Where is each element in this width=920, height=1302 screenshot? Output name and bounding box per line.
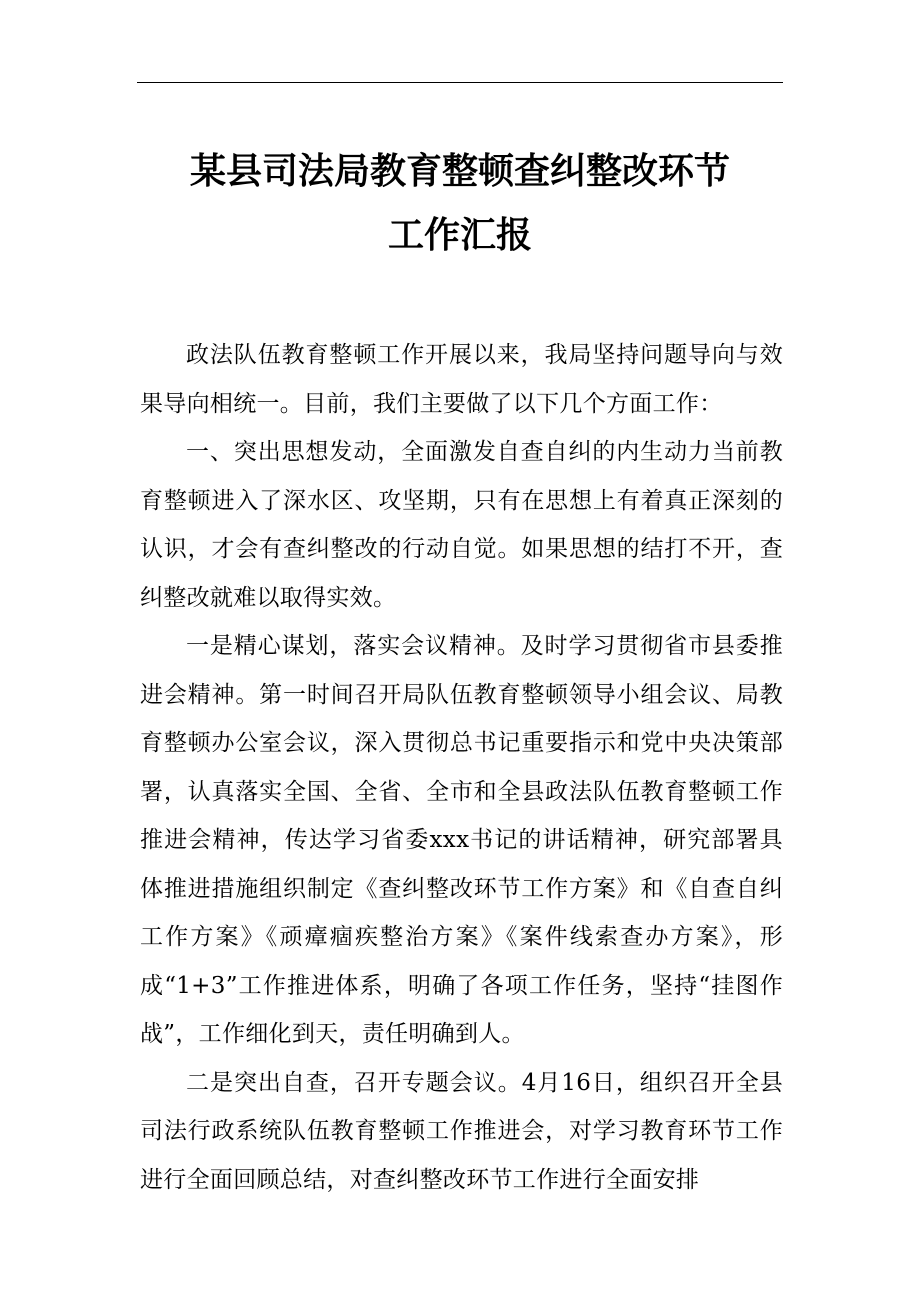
- paragraph-point-1: 一是精心谋划，落实会议精神。及时学习贯彻省市县委推进会精神。第一时间召开局队伍教育整顿领导小组会议、局教育整顿办公室会议，深入贯彻总书记重要指示和党中央决策部署，认真落实全国、全省、全市和全县政法队伍教育整顿工作推进会精神，传达学习省委xxx书记的讲话精神，研究部署具体推进措施组织制定《查纠整改环节工作方案》和《自查自纠工作方案》《顽瘴痼疾整治方案》《案件线索查办方案》，形成“1+3”工作推进体系，明确了各项工作任务，坚持“挂图作战”，工作细化到天，责任明确到人。: [140, 633, 783, 1047]
- paragraph-section-1: 一、突出思想发动，全面激发自查自纠的内生动力当前教育整顿进入了深水区、攻坚期，只有在思想上有着真正深刻的认识，才会有查纠整改的行动自觉。如果思想的结打不开，查纠整改就难以取得实效。: [140, 439, 783, 611]
- title-line-2: 工作汇报: [387, 215, 532, 256]
- paragraph-point-2: 二是突出自查，召开专题会议。4月16日，组织召开全县司法行政系统队伍教育整顿工作推进会，对学习教育环节工作进行全面回顾总结，对查纠整改环节工作进行全面安排: [140, 1069, 783, 1193]
- document-title: [100, 140, 820, 268]
- document-body: [140, 331, 783, 1204]
- title-line-1: 某县司法局教育整顿查纠整改环节: [189, 151, 730, 192]
- paragraph-intro: 政法队伍教育整顿工作开展以来，我局坚持问题导向与效果导向相统一。目前，我们主要做了以下几个方面工作：: [140, 342, 783, 417]
- header-rule: [137, 82, 783, 83]
